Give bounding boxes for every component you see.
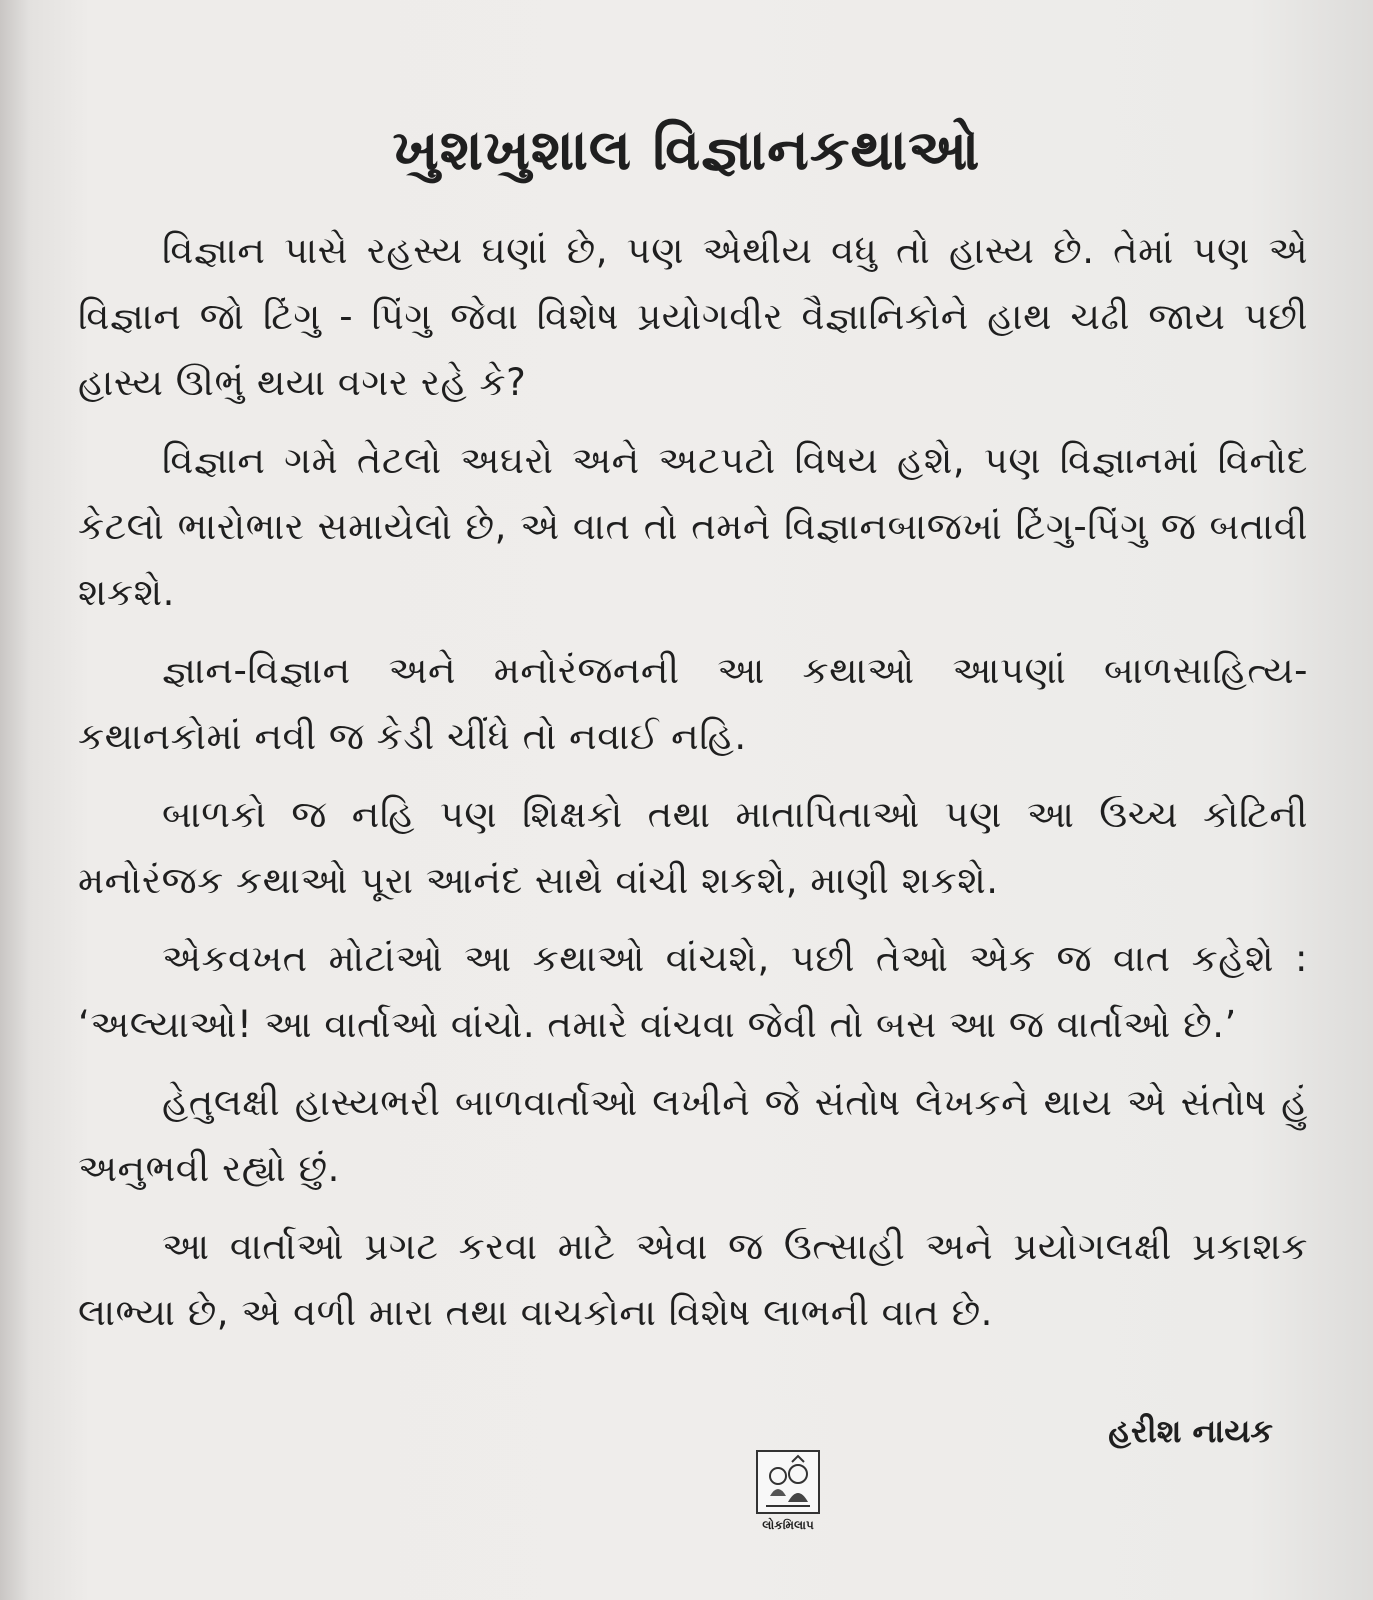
paragraph: જ્ઞાન-વિજ્ઞાન અને મનોરંજનની આ કથાઓ આપણાં બાળસાહિત્ય-કથાનકોમાં નવી જ કેડી ચીંધે તો નવાઈ નહિ. — [78, 649, 1308, 758]
paragraph: એકવખત મોટાંઓ આ કથાઓ વાંચશે, પછી તેઓ એક જ વાત કહેશે : ‘અલ્યાઓ! આ વાર્તાઓ વાંચો. તમારે વાંચવા જેવી તો બસ આ જ વાર્તાઓ છે.’ — [78, 937, 1308, 1046]
publisher-logo — [753, 1450, 823, 1540]
paragraph: હેતુલક્ષી હાસ્યભરી બાળવાર્તાઓ લખીને જે સંતોષ લેખકને થાય એ સંતોષ હું અનુભવી રહ્યો છું. — [78, 1081, 1308, 1190]
paragraph: આ વાર્તાઓ પ્રગટ કરવા માટે એવા જ ઉત્સાહી અને પ્રયોગલક્ષી પ્રકાશક લાભ્યા છે, એ વળી મારા તથા વાચકોના વિશેષ લાભની વાત છે. — [78, 1225, 1308, 1334]
paragraph: વિજ્ઞાન પાસે રહસ્ય ઘણાં છે, પણ એથીય વધુ તો હાસ્ય છે. તેમાં પણ એ વિજ્ઞાન જો ટિંગુ - પિંગુ જેવા વિશેષ પ્રયોગવીર વૈજ્ઞાનિકોને હાથ ચઢી જાય પછી હાસ્ય ઊભું થયા વગર રહે કે? — [78, 229, 1308, 404]
page-title: ખુશખુશાલ વિજ્ઞાનકથાઓ — [392, 118, 981, 183]
publisher-emblem-icon — [756, 1450, 820, 1514]
preface-body — [78, 218, 1308, 1358]
paragraph: વિજ્ઞાન ગમે તેટલો અઘરો અને અટપટો વિષય હશે, પણ વિજ્ઞાનમાં વિનોદ કેટલો ભારોભાર સમાયેલો છે, એ વાત તો તમને વિજ્ઞાનબાજખાં ટિંગુ-પિંગુ જ બતાવી શકશે. — [78, 439, 1308, 614]
author-signature: હરીશ નાયક — [1108, 1412, 1273, 1450]
publisher-name: લોકમિલાપ — [762, 1518, 814, 1532]
paragraph: બાળકો જ નહિ પણ શિક્ષકો તથા માતાપિતાઓ પણ આ ઉચ્ચ કોટિની મનોરંજક કથાઓ પૂરા આનંદ સાથે વાંચી શકશે, માણી શકશે. — [78, 793, 1308, 902]
